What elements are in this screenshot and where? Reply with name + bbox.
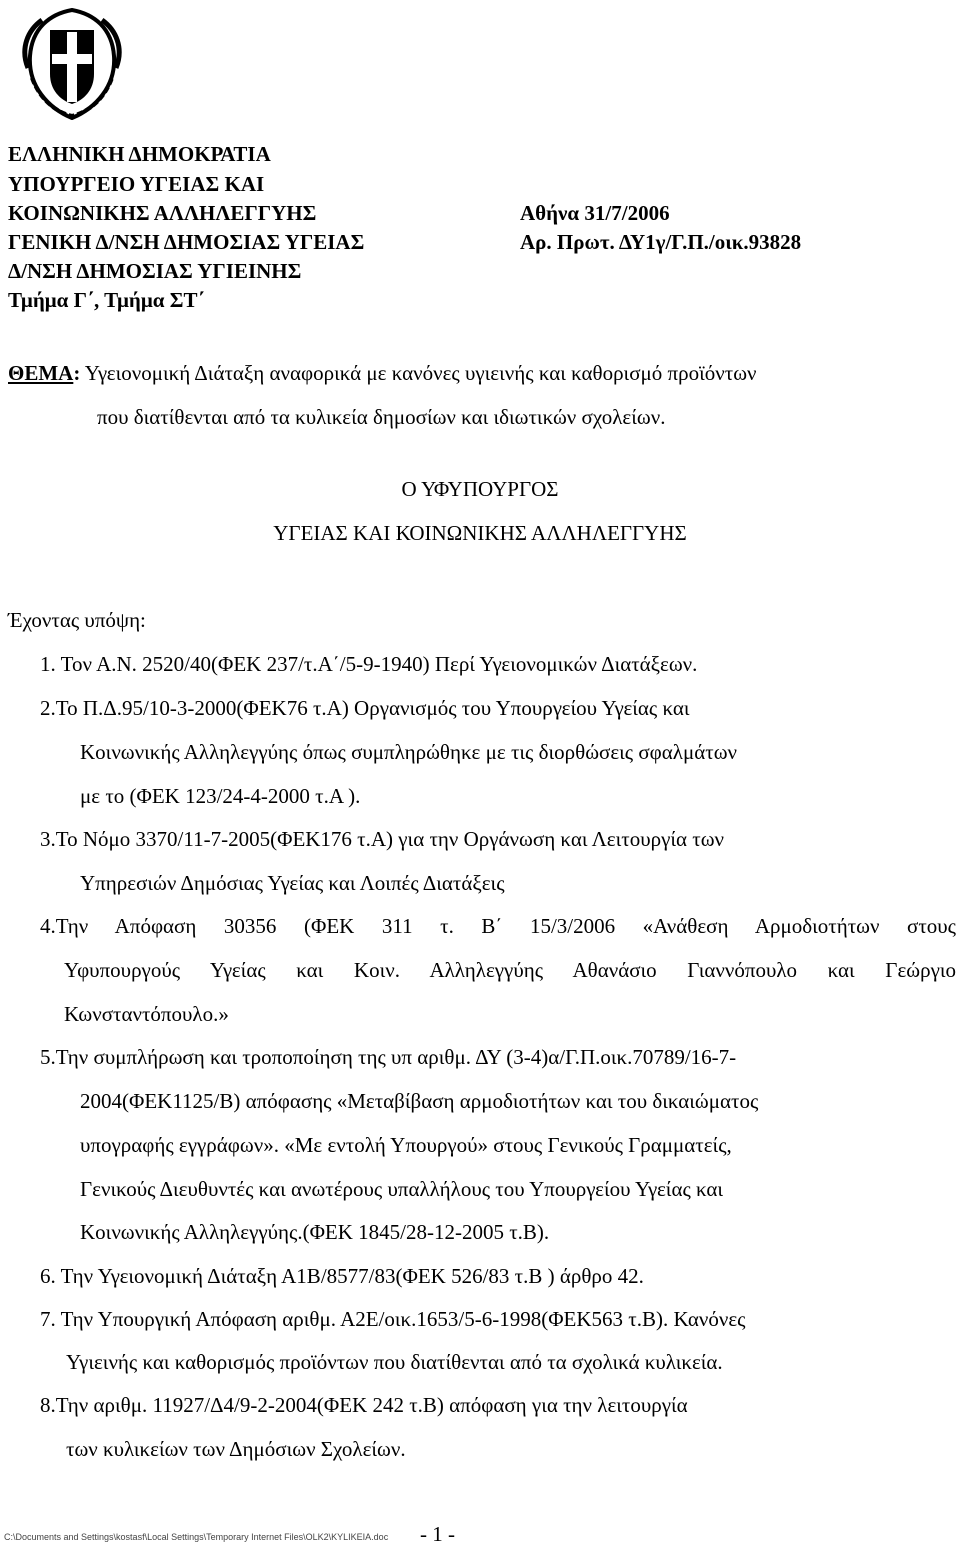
org-line-6: Τμήμα Γ΄, Τμήμα ΣΤ΄	[8, 288, 205, 312]
subject-line-1	[8, 361, 757, 385]
item-8-line-2: των κυλικείων των Δημόσιων Σχολείων.	[66, 1437, 406, 1461]
item-7-line-2: Υγιεινής και καθορισμός προϊόντων που διατίθενται από τα σχολικά κυλικεία.	[66, 1350, 723, 1374]
item-4-line-1: 4.Την Απόφαση 30356 (ΦΕΚ 311 τ. Β΄ 15/3/2006 «Ανάθεση Αρμοδιοτήτων στους	[40, 914, 956, 938]
item-3-line-1: 3.Το Νόμο 3370/11-7-2005(ΦΕΚ176 τ.Α) για την Οργάνωση και Λειτουργία των	[40, 827, 725, 851]
considering-label: Έχοντας υπόψη:	[8, 608, 146, 632]
item-5-line-5: Κοινωνικής Αλληλεγγύης.(ΦΕΚ 1845/28-12-2005 τ.Β).	[80, 1220, 550, 1244]
item-4-line-2: Υφυπουργούς Υγείας και Κοιν. Αλληλεγγύης Αθανάσιο Γιαννόπουλο και Γεώργιο	[64, 958, 956, 982]
item-2-line-2: Κοινωνικής Αλληλεγγύης όπως συμπληρώθηκε με τις διορθώσεις σφαλμάτων	[80, 740, 738, 764]
item-5-line-4: Γενικούς Διευθυντές και ανωτέρους υπαλλήλους του Υπουργείου Υγείας και	[80, 1177, 724, 1201]
org-line-2: ΥΠΟΥΡΓΕΙΟ ΥΓΕΙΑΣ ΚΑΙ	[8, 172, 265, 196]
item-2-line-1: 2.Το Π.Δ.95/10-3-2000(ΦΕΚ76 τ.Α) Οργανισμός του Υπουργείου Υγείας και	[40, 696, 690, 720]
title-line-2: ΥΓΕΙΑΣ ΚΑΙ ΚΟΙΝΩΝΙΚΗΣ ΑΛΛΗΛΕΓΓΥΗΣ	[273, 521, 687, 545]
item-5-line-3: υπογραφής εγγράφων». «Με εντολή Υπουργού» στους Γενικούς Γραμματείς,	[80, 1133, 732, 1157]
greek-coat-of-arms-icon	[20, 8, 124, 120]
org-line-4: ΓΕΝΙΚΗ Δ/ΝΣΗ ΔΗΜΟΣΙΑΣ ΥΓΕΙΑΣ	[8, 230, 365, 254]
item-5-line-2: 2004(ΦΕΚ1125/Β) απόφασης «Μεταβίβαση αρμοδιοτήτων και του δικαιώματος	[80, 1089, 759, 1113]
item-6-line-1: 6. Την Υγειονομική Διάταξη Α1Β/8577/83(ΦΕΚ 526/83 τ.Β ) άρθρο 42.	[40, 1264, 644, 1288]
subject-line-2: που διατίθενται από τα κυλικεία δημοσίων και ιδιωτικών σχολείων.	[97, 405, 666, 429]
org-line-1: ΕΛΛΗΝΙΚΗ ΔΗΜΟΚΡΑΤΙΑ	[8, 142, 271, 166]
item-7-line-1: 7. Την Υπουργική Απόφαση αριθμ. Α2Ε/οικ.1653/5-6-1998(ΦΕΚ563 τ.Β). Κανόνες	[40, 1307, 746, 1331]
item-4-line-3: Κωνσταντόπουλο.»	[64, 1002, 229, 1026]
footer-file-path: C:\Documents and Settings\kostasf\Local Settings\Temporary Internet Files\OLK2\KYLIKEIA.doc	[4, 1532, 389, 1542]
item-5-line-1: 5.Την συμπλήρωση και τροποποίηση της υπ αριθμ. ΔΥ (3-4)α/Γ.Π.οικ.70789/16-7-	[40, 1045, 737, 1069]
org-line-3: ΚΟΙΝΩΝΙΚΗΣ ΑΛΛΗΛΕΓΓΥΗΣ	[8, 201, 317, 225]
page-number: - 1 -	[420, 1522, 455, 1546]
subject-label: ΘΕΜΑ	[8, 361, 74, 385]
item-1-line-1: 1. Τον Α.Ν. 2520/40(ΦΕΚ 237/τ.Α΄/5-9-1940) Περί Υγειονομικών Διατάξεων.	[40, 652, 698, 676]
protocol-number: Αρ. Πρωτ. ΔΥ1γ/Γ.Π./οικ.93828	[520, 230, 802, 254]
item-3-line-2: Υπηρεσιών Δημόσιας Υγείας και Λοιπές Διατάξεις	[80, 871, 505, 895]
subject-text-1: Υγειονομική Διάταξη αναφορικά με κανόνες υγιεινής και καθορισμό προϊόντων	[80, 361, 757, 385]
subject-colon: :	[73, 361, 81, 385]
item-8-line-1: 8.Την αριθμ. 11927/Δ4/9-2-2004(ΦΕΚ 242 τ.Β) απόφαση για την λειτουργία	[40, 1393, 688, 1417]
org-line-5: Δ/ΝΣΗ ΔΗΜΟΣΙΑΣ ΥΓΙΕΙΝΗΣ	[8, 259, 302, 283]
place-date: Αθήνα 31/7/2006	[520, 201, 670, 225]
title-line-1: Ο ΥΦΥΠΟΥΡΓΟΣ	[401, 477, 559, 501]
item-2-line-3: με το (ΦΕΚ 123/24-4-2000 τ.Α ).	[80, 784, 361, 808]
